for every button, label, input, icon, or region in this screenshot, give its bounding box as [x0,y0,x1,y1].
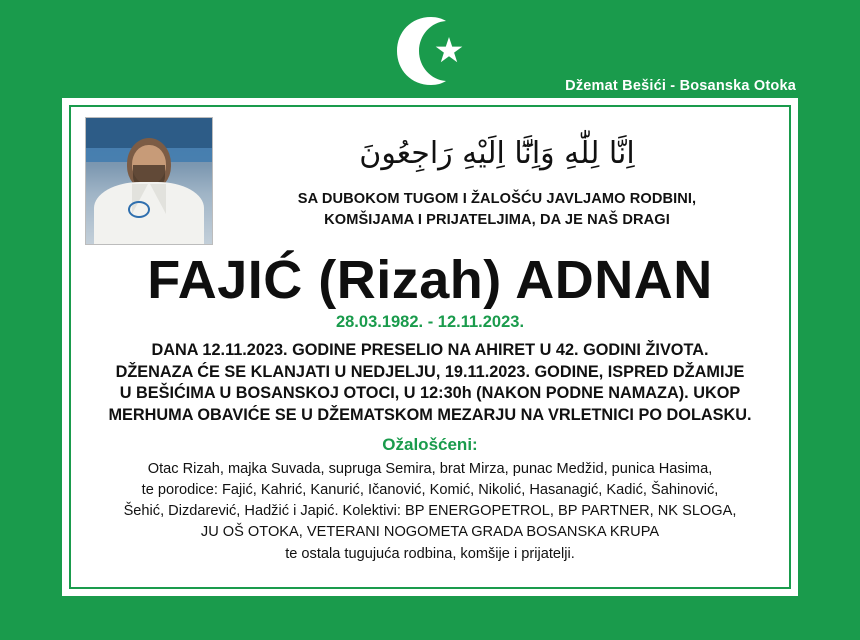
mourners-line: Otac Rizah, majka Suvada, supruga Semira, brat Mirza, punac Medžid, punica Hasima, [147,461,713,477]
header-row [85,117,775,245]
body-line-1: DANA 12.11.2023. GODINE PRESELIO NA AHIRET U 42. GODINI ŽIVOTA. [151,341,709,359]
mourners-list [85,459,775,565]
announcement-body [85,340,775,426]
mourners-line: te porodice: Fajić, Kahrić, Kanurić, Ičanović, Komić, Nikolić, Hasanagić, Kadić, Šahinović, [141,482,719,499]
header-text [213,117,775,230]
poster-footer-band [0,596,860,640]
mourners-line: te ostala tugujuća rodbina, komšije i prijatelji. [285,545,575,562]
mourners-title: Ožalošćeni: [382,435,478,454]
arabic-verse: اِنَّا لِلّٰهِ وَاِنَّٓا اِلَيْهِ رَاجِعُونَ [359,136,635,171]
poster-header [0,0,860,98]
portrait-photo [85,117,213,245]
intro-line-1: SA DUBOKOM TUGOM I ŽALOŠĆU JAVLJAMO RODBINI, [297,191,697,207]
crescent-star-icon [387,14,473,88]
body-line-4: MERHUMA OBAVIĆE SE U DŽEMATSKOM MEZARJU NA VRLETNICI PO DOLASKU. [108,405,752,424]
obituary-card [62,98,798,596]
body-line-2: DŽENAZA ĆE SE KLANJATI U NEDJELJU, 19.11.2023. GODINE, ISPRED DŽAMIJE [115,362,745,381]
obituary-card-inner [69,105,791,589]
body-line-3: U BEŠIĆIMA U BOSANSKOJ OTOCI, U 12:30h (NAKON PODNE NAMAZA). UKOP [119,384,741,402]
deceased-name: FAJIĆ (Rizah) ADNAN [147,250,713,310]
mourners-line: JU OŠ OTOKA, VETERANI NOGOMETA GRADA BOSANSKA KRUPA [200,524,660,541]
mourners-line: Šehić, Dizdarević, Hadžić i Japić. Kolektivi: BP ENERGOPETROL, BP PARTNER, NK SLOGA, [123,503,737,520]
community-label: Džemat Bešići - Bosanska Otoka [565,78,796,94]
life-dates: 28.03.1982. - 12.11.2023. [335,313,525,331]
intro-line-2: KOMŠIJAMA I PRIJATELJIMA, DA JE NAŠ DRAGI [324,211,670,228]
